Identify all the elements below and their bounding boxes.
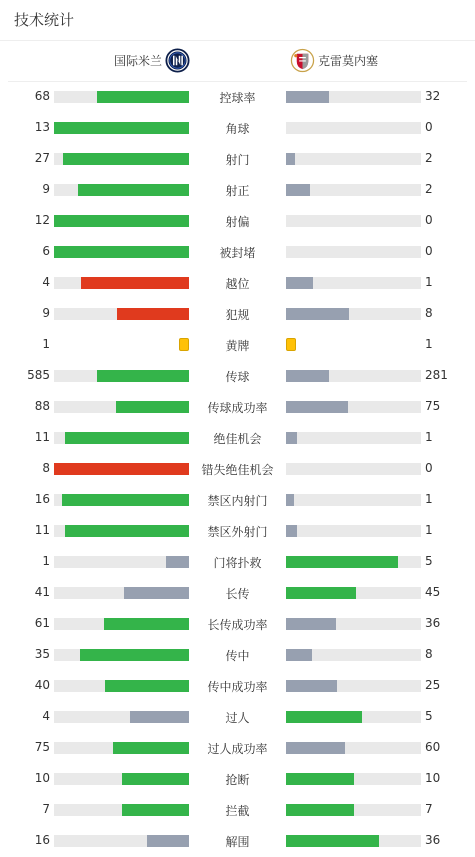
away-stat-value: 1 — [425, 523, 433, 537]
stat-row — [0, 397, 475, 417]
home-team[interactable] — [114, 48, 190, 73]
away-stat-value: 8 — [425, 306, 433, 320]
stat-label: 传中成功率 — [207, 680, 268, 694]
away-stat-bar — [286, 432, 421, 444]
away-stat-bar — [286, 742, 421, 754]
away-stat-bar — [286, 277, 421, 289]
away-stat-bar — [286, 153, 421, 165]
stat-row — [0, 707, 475, 727]
stat-label: 解围 — [225, 835, 250, 849]
away-stat-value: 2 — [425, 182, 433, 196]
stat-row — [0, 118, 475, 138]
stat-row — [0, 676, 475, 696]
page-title: 技术统计 — [14, 11, 75, 29]
away-stat-bar-fill — [286, 494, 294, 506]
inter-milan-logo-icon — [165, 48, 190, 73]
home-stat-bar-fill — [78, 184, 189, 196]
yellow-card-icon — [286, 338, 296, 351]
home-stat-bar-fill — [105, 680, 189, 692]
home-stat-bar-fill — [97, 370, 189, 382]
home-stat-value: 9 — [42, 306, 50, 320]
home-stat-bar — [54, 184, 189, 196]
home-stat-bar-fill — [81, 277, 189, 289]
home-stat-bar — [54, 308, 189, 320]
yellow-card-icon — [179, 338, 189, 351]
home-stat-value: 4 — [42, 709, 50, 723]
stat-label: 门将扑救 — [213, 556, 262, 570]
home-stat-bar — [54, 525, 189, 537]
away-stat-value: 45 — [425, 585, 441, 599]
away-stat-bar-fill — [286, 556, 398, 568]
away-stat-value: 5 — [425, 554, 433, 568]
home-stat-value: 4 — [42, 275, 50, 289]
stat-label: 射门 — [225, 153, 250, 167]
away-team-name: 克雷莫内塞 — [318, 54, 379, 68]
home-stat-value: 1 — [42, 337, 50, 351]
stat-label: 传球成功率 — [207, 401, 268, 415]
home-stat-bar — [54, 835, 189, 847]
away-stat-bar-fill — [286, 742, 345, 754]
cremonese-logo-icon — [290, 48, 315, 73]
away-stat-bar — [286, 91, 421, 103]
home-stat-bar-fill — [54, 122, 189, 134]
stat-row — [0, 335, 475, 355]
divider — [0, 40, 475, 41]
home-stat-value: 6 — [42, 244, 50, 258]
away-stat-value: 1 — [425, 492, 433, 506]
stat-row — [0, 490, 475, 510]
stat-row — [0, 149, 475, 169]
away-stat-bar — [286, 804, 421, 816]
stat-row — [0, 459, 475, 479]
stat-label: 传球 — [225, 370, 250, 384]
stat-label: 角球 — [225, 122, 250, 136]
away-stat-bar — [286, 370, 421, 382]
stat-label: 越位 — [225, 277, 250, 291]
home-stat-value: 11 — [34, 523, 50, 537]
away-stat-bar — [286, 246, 421, 258]
away-stat-bar-fill — [286, 401, 348, 413]
away-stat-bar-fill — [286, 370, 329, 382]
away-stat-bar — [286, 649, 421, 661]
stat-label: 禁区外射门 — [207, 525, 268, 539]
away-stat-bar — [286, 773, 421, 785]
stat-row — [0, 645, 475, 665]
away-stat-bar-fill — [286, 432, 297, 444]
away-stat-value: 60 — [425, 740, 441, 754]
stat-row — [0, 521, 475, 541]
away-stat-bar — [286, 556, 421, 568]
stat-row — [0, 800, 475, 820]
home-stat-bar — [54, 432, 189, 444]
away-stat-bar-fill — [286, 773, 354, 785]
home-stat-value: 10 — [34, 771, 50, 785]
stat-row — [0, 242, 475, 262]
home-stat-bar — [54, 246, 189, 258]
home-stat-value: 7 — [42, 802, 50, 816]
stat-row — [0, 211, 475, 231]
stat-label: 抢断 — [225, 773, 250, 787]
away-stat-value: 281 — [425, 368, 448, 382]
stat-label: 绝佳机会 — [213, 432, 262, 446]
away-stat-bar — [286, 587, 421, 599]
home-stat-bar — [54, 153, 189, 165]
away-stat-value: 1 — [425, 430, 433, 444]
home-stat-value: 41 — [34, 585, 50, 599]
home-stat-bar-fill — [130, 711, 189, 723]
home-stat-bar-fill — [54, 246, 189, 258]
home-stat-bar-fill — [97, 91, 189, 103]
away-stat-bar — [286, 494, 421, 506]
away-team[interactable] — [290, 48, 378, 73]
away-stat-value: 8 — [425, 647, 433, 661]
away-stat-value: 0 — [425, 244, 433, 258]
stat-label: 长传 — [225, 587, 250, 601]
away-stat-bar-fill — [286, 277, 313, 289]
stat-row — [0, 273, 475, 293]
away-stat-bar-fill — [286, 835, 379, 847]
home-stat-bar-fill — [62, 494, 189, 506]
stat-row — [0, 87, 475, 107]
home-stat-value: 8 — [42, 461, 50, 475]
home-stat-bar-fill — [122, 804, 190, 816]
home-stat-value: 16 — [34, 833, 50, 847]
home-stat-bar-fill — [54, 463, 189, 475]
home-stat-value: 88 — [34, 399, 50, 413]
home-stat-bar-fill — [166, 556, 189, 568]
home-stat-bar-fill — [54, 215, 189, 227]
stat-row — [0, 180, 475, 200]
away-stat-bar — [286, 680, 421, 692]
away-stat-value: 32 — [425, 89, 441, 103]
away-stat-value: 10 — [425, 771, 441, 785]
away-stat-bar-fill — [286, 153, 295, 165]
home-stat-bar — [54, 587, 189, 599]
divider — [8, 81, 467, 82]
away-stat-bar — [286, 835, 421, 847]
home-stat-bar — [54, 277, 189, 289]
stat-row — [0, 769, 475, 789]
home-stat-bar-fill — [80, 649, 189, 661]
away-stat-bar-fill — [286, 649, 312, 661]
home-stat-bar — [54, 649, 189, 661]
away-stat-bar — [286, 525, 421, 537]
stat-label: 被封堵 — [219, 246, 256, 260]
home-stat-bar — [54, 556, 189, 568]
away-stat-value: 5 — [425, 709, 433, 723]
stat-label: 射正 — [225, 184, 250, 198]
away-stat-value: 1 — [425, 337, 433, 351]
home-stat-bar — [54, 618, 189, 630]
home-stat-value: 13 — [34, 120, 50, 134]
away-stat-value: 75 — [425, 399, 441, 413]
home-stat-bar — [54, 804, 189, 816]
home-stat-bar-fill — [147, 835, 189, 847]
stat-row — [0, 552, 475, 572]
home-stat-bar-fill — [63, 153, 189, 165]
home-stat-bar-fill — [122, 773, 190, 785]
away-stat-bar-fill — [286, 308, 349, 320]
away-stat-bar-fill — [286, 91, 329, 103]
away-stat-value: 7 — [425, 802, 433, 816]
stat-row — [0, 738, 475, 758]
home-stat-bar-fill — [104, 618, 189, 630]
stat-label: 拦截 — [225, 804, 250, 818]
away-stat-bar — [286, 618, 421, 630]
away-stat-value: 25 — [425, 678, 441, 692]
stat-label: 射偏 — [225, 215, 250, 229]
stat-row — [0, 831, 475, 851]
home-stat-bar — [54, 742, 189, 754]
home-stat-bar-fill — [65, 525, 189, 537]
away-stat-bar-fill — [286, 711, 362, 723]
stat-label: 过人成功率 — [207, 742, 268, 756]
away-stat-bar — [286, 711, 421, 723]
away-stat-bar — [286, 184, 421, 196]
away-stat-bar — [286, 463, 421, 475]
home-stat-value: 9 — [42, 182, 50, 196]
home-stat-value: 68 — [34, 89, 50, 103]
away-stat-bar-fill — [286, 587, 356, 599]
away-stat-value: 0 — [425, 213, 433, 227]
home-stat-value: 1 — [42, 554, 50, 568]
home-stat-value: 40 — [34, 678, 50, 692]
home-stat-value: 75 — [34, 740, 50, 754]
home-stat-value: 12 — [34, 213, 50, 227]
home-stat-bar-fill — [113, 742, 189, 754]
home-stat-bar — [54, 370, 189, 382]
home-stat-bar-fill — [65, 432, 189, 444]
stat-label: 黄牌 — [225, 339, 250, 353]
away-stat-value: 36 — [425, 833, 441, 847]
away-stat-bar — [286, 122, 421, 134]
away-stat-value: 0 — [425, 461, 433, 475]
stat-label: 过人 — [225, 711, 250, 725]
stat-row — [0, 304, 475, 324]
teams-header — [0, 44, 475, 80]
home-stat-value: 61 — [34, 616, 50, 630]
away-stat-value: 1 — [425, 275, 433, 289]
away-stat-value: 0 — [425, 120, 433, 134]
home-stat-value: 16 — [34, 492, 50, 506]
home-stat-value: 35 — [34, 647, 50, 661]
home-stat-bar-fill — [124, 587, 189, 599]
stat-label: 长传成功率 — [207, 618, 268, 632]
away-stat-bar-fill — [286, 680, 337, 692]
stat-row — [0, 366, 475, 386]
away-stat-bar-fill — [286, 184, 310, 196]
home-stat-bar — [54, 680, 189, 692]
home-stat-bar — [54, 215, 189, 227]
away-stat-bar-fill — [286, 618, 336, 630]
home-stat-value: 585 — [27, 368, 50, 382]
home-stat-bar — [54, 91, 189, 103]
stat-row — [0, 614, 475, 634]
away-stat-bar — [286, 215, 421, 227]
away-stat-bar — [286, 308, 421, 320]
home-stat-bar — [54, 122, 189, 134]
stat-row — [0, 428, 475, 448]
home-stat-bar — [54, 401, 189, 413]
away-stat-bar-fill — [286, 525, 297, 537]
home-stat-bar — [54, 494, 189, 506]
away-stat-value: 36 — [425, 616, 441, 630]
away-stat-value: 2 — [425, 151, 433, 165]
home-stat-bar — [54, 773, 189, 785]
away-stat-bar — [286, 401, 421, 413]
stat-label: 犯规 — [225, 308, 250, 322]
home-stat-value: 27 — [34, 151, 50, 165]
stat-row — [0, 583, 475, 603]
stat-label: 错失绝佳机会 — [201, 463, 274, 477]
home-stat-bar-fill — [116, 401, 189, 413]
home-team-name: 国际米兰 — [113, 54, 162, 68]
stat-label: 控球率 — [219, 91, 256, 105]
home-stat-value: 11 — [34, 430, 50, 444]
away-stat-bar-fill — [286, 804, 354, 816]
stat-label: 传中 — [225, 649, 250, 663]
stat-label: 禁区内射门 — [207, 494, 268, 508]
home-stat-bar-fill — [117, 308, 189, 320]
home-stat-bar — [54, 463, 189, 475]
home-stat-bar — [54, 711, 189, 723]
